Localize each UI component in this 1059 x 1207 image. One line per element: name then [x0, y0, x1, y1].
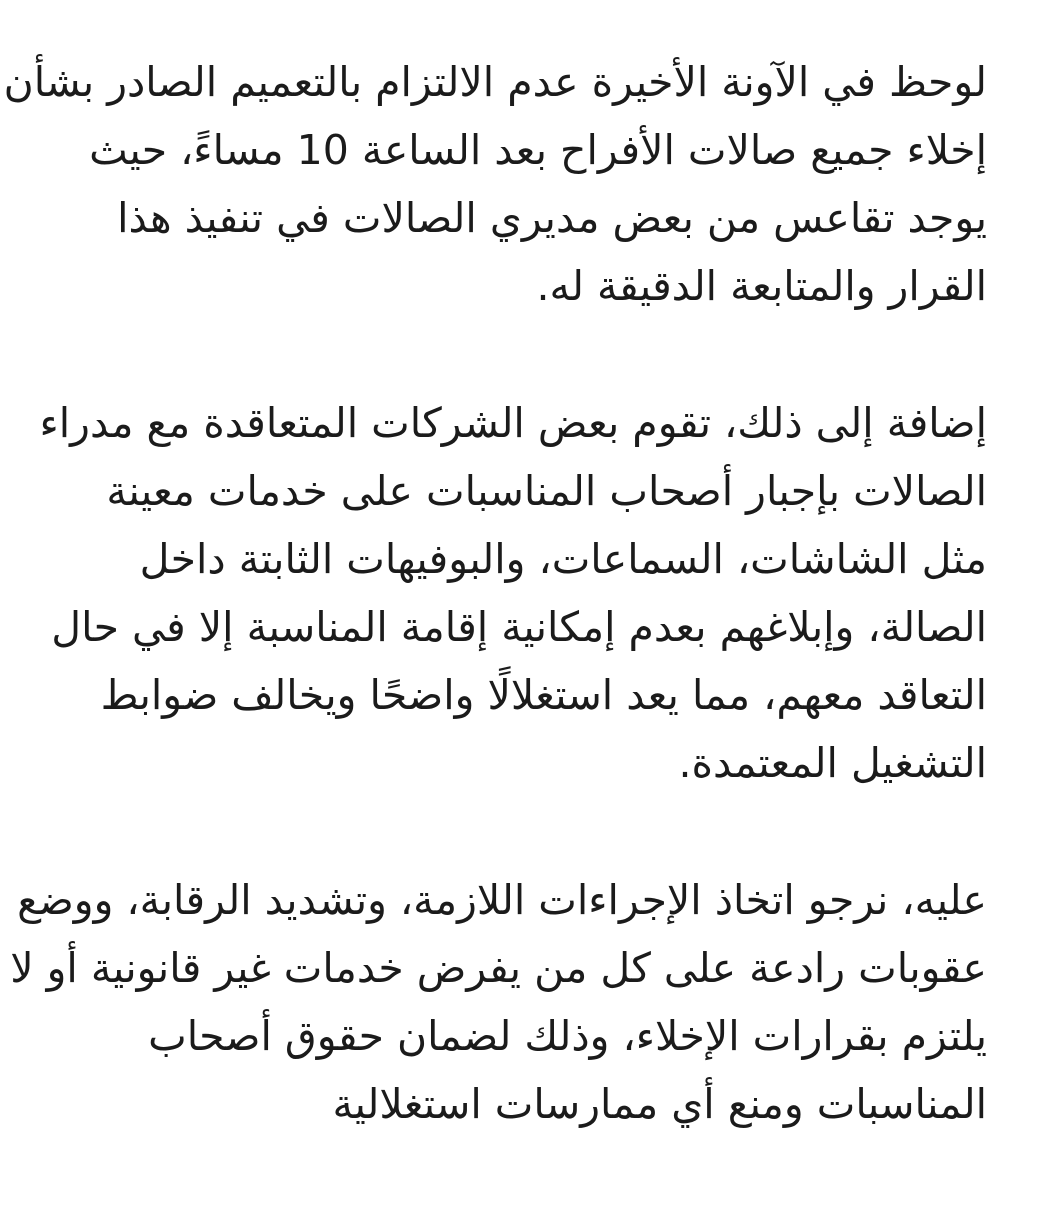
text-line: لوحظ في الآونة الأخيرة عدم الالتزام بالتعميم الصادر بشأن: [3, 58, 987, 106]
text-line: يلتزم بقرارات الإخلاء، وذلك لضمان حقوق أصحاب: [148, 1012, 987, 1060]
text-line: عليه، نرجو اتخاذ الإجراءات اللازمة، وتشديد الرقابة، ووضع: [17, 876, 987, 924]
text-line: التشغيل المعتمدة.: [678, 739, 987, 787]
text-line: المناسبات ومنع أي ممارسات استغلالية: [332, 1080, 987, 1128]
text-line: إخلاء جميع صالات الأفراح بعد الساعة 10 مساءً، حيث: [89, 126, 987, 174]
paragraph-evacuation-compliance: [3, 48, 987, 320]
paragraph-requested-actions: [10, 866, 987, 1138]
text-line: الصالة، وإبلاغهم بعدم إمكانية إقامة المناسبة إلا في حال: [51, 603, 987, 651]
text-line: الصالات بإجبار أصحاب المناسبات على خدمات معينة: [106, 467, 987, 515]
paragraph-forced-services: [39, 389, 987, 797]
text-line: يوجد تقاعس من بعض مديري الصالات في تنفيذ هذا: [117, 194, 987, 242]
text-line: القرار والمتابعة الدقيقة له.: [536, 262, 987, 310]
text-line: عقوبات رادعة على كل من يفرض خدمات غير قانونية أو لا: [10, 944, 987, 992]
text-line: إضافة إلى ذلك، تقوم بعض الشركات المتعاقدة مع مدراء: [39, 399, 987, 447]
text-line: التعاقد معهم، مما يعد استغلالًا واضحًا ويخالف ضوابط: [100, 671, 987, 719]
note-body: [3, 48, 987, 1207]
text-line: مثل الشاشات، السماعات، والبوفيهات الثابتة داخل: [139, 535, 987, 583]
